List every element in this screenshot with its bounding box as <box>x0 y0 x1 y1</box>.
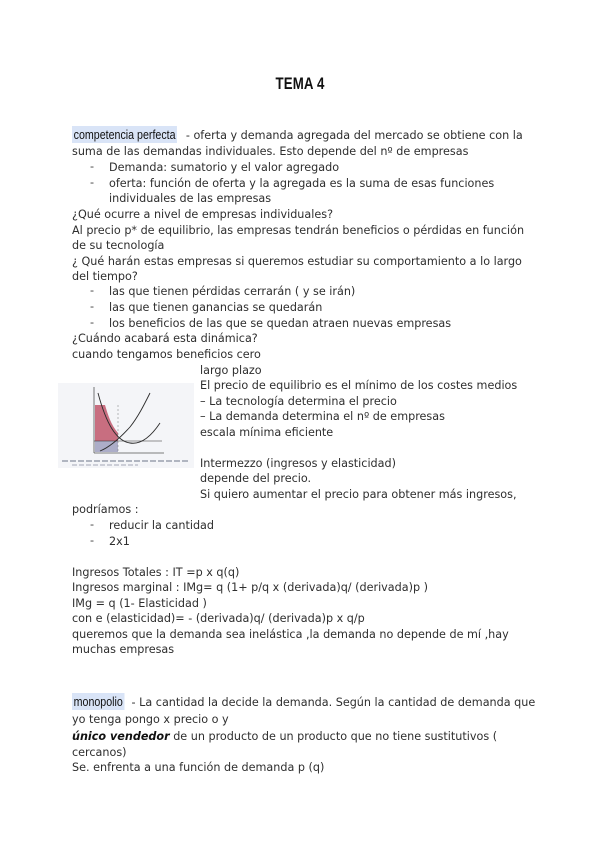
list-dash: - <box>90 534 95 547</box>
side-line-0: largo plazo <box>200 364 262 377</box>
side-line-1: El precio de equilibrio es el mínimo de los costes medios <box>200 379 518 392</box>
question-2-line-1: ¿ Qué harán estas empresas si queremos estudiar su comportamiento a lo largo <box>72 255 522 268</box>
list2-item-0: las que tienen pérdidas cerrarán ( y se irán) <box>109 285 356 298</box>
monopolio-line-4: cercanos) <box>72 746 127 759</box>
list-dash: - <box>90 176 95 189</box>
intermezzo-line-2: depende del precio. <box>200 472 312 485</box>
list2-item-1: las que tienen ganancias se quedarán <box>109 301 323 314</box>
monopolio-line-5: Se. enfrenta a una función de demanda p (q) <box>72 761 325 774</box>
list-dash: - <box>90 316 95 329</box>
competencia-intro-2: suma de las demandas individuales. Esto depende del nº de empresas <box>72 145 469 158</box>
paragraph-1-line-1: Al precio p* de equilibrio, las empresas tendrán beneficios o pérdidas en función <box>72 224 525 237</box>
side-line-4: escala mínima eficiente <box>200 426 334 439</box>
paragraph-1-line-2: de su tecnología <box>72 239 165 252</box>
list-dash: - <box>90 284 95 297</box>
list3-item-1: 2x1 <box>109 535 130 548</box>
cost-curve-graphic <box>58 383 194 468</box>
question-2-line-2: del tiempo? <box>72 270 138 283</box>
formula-3: IMg = q (1- Elasticidad ) <box>72 597 207 610</box>
side-line-3: – La demanda determina el nº de empresas <box>200 410 445 423</box>
list1-item-1: oferta: función de oferta y la agregada es la suma de esas funciones <box>109 177 495 190</box>
monopolio-line-1 <box>72 693 535 710</box>
list-dash: - <box>90 518 95 531</box>
page-title: TEMA 4 <box>275 74 325 93</box>
list2-item-2: los beneficios de las que se quedan atraen nuevas empresas <box>109 317 452 330</box>
paragraph-2: cuando tengamos beneficios cero <box>72 348 261 361</box>
list3-item-0: reducir la cantidad <box>109 519 215 532</box>
intermezzo-line-1: Intermezzo (ingresos y elasticidad) <box>200 457 396 470</box>
side-line-2: – La tecnología determina el precio <box>200 395 397 408</box>
competencia-intro-line <box>72 126 523 143</box>
list-dash: - <box>90 300 95 313</box>
question-3: ¿Cuándo acabará esta dinámica? <box>72 332 258 345</box>
question-1: ¿Qué ocurre a nivel de empresas individuales? <box>72 208 334 221</box>
formula-6: muchas empresas <box>72 643 175 656</box>
monopolio-heading: monopolio <box>73 694 123 709</box>
monopolio-line-3 <box>72 729 497 744</box>
unico-vendedor-bold: único vendedor <box>72 730 170 743</box>
competencia-heading: competencia perfecta <box>73 127 176 142</box>
formula-4: con e (elasticidad)= - (derivada)q/ (derivada)p x q/p <box>72 612 365 625</box>
formula-5: queremos que la demanda sea inelástica ,la demanda no depende de mí ,hay <box>72 628 509 641</box>
list1-item-2: individuales de las empresas <box>109 192 272 205</box>
intermezzo-line-3: Si quiero aumentar el precio para obtener más ingresos, <box>200 488 517 501</box>
podriamos: podríamos : <box>72 503 139 516</box>
monopolio-text-3: de un producto de un producto que no tiene sustitutivos ( <box>169 730 498 743</box>
list-dash: - <box>90 160 95 173</box>
cost-curve-figure <box>58 383 194 468</box>
formula-1: Ingresos Totales : IT =p x q(q) <box>72 566 240 579</box>
monopolio-line-2: yo tenga pongo x precio o y <box>72 713 229 726</box>
formula-2: Ingresos marginal : IMg= q (1+ p/q x (derivada)q/ (derivada)p ) <box>72 581 429 594</box>
competencia-intro-1: - oferta y demanda agregada del mercado se obtiene con la <box>182 129 523 142</box>
monopolio-text-1: - La cantidad la decide la demanda. Según la cantidad de demanda que <box>128 696 536 709</box>
list1-item-0: Demanda: sumatorio y el valor agregado <box>109 161 340 174</box>
